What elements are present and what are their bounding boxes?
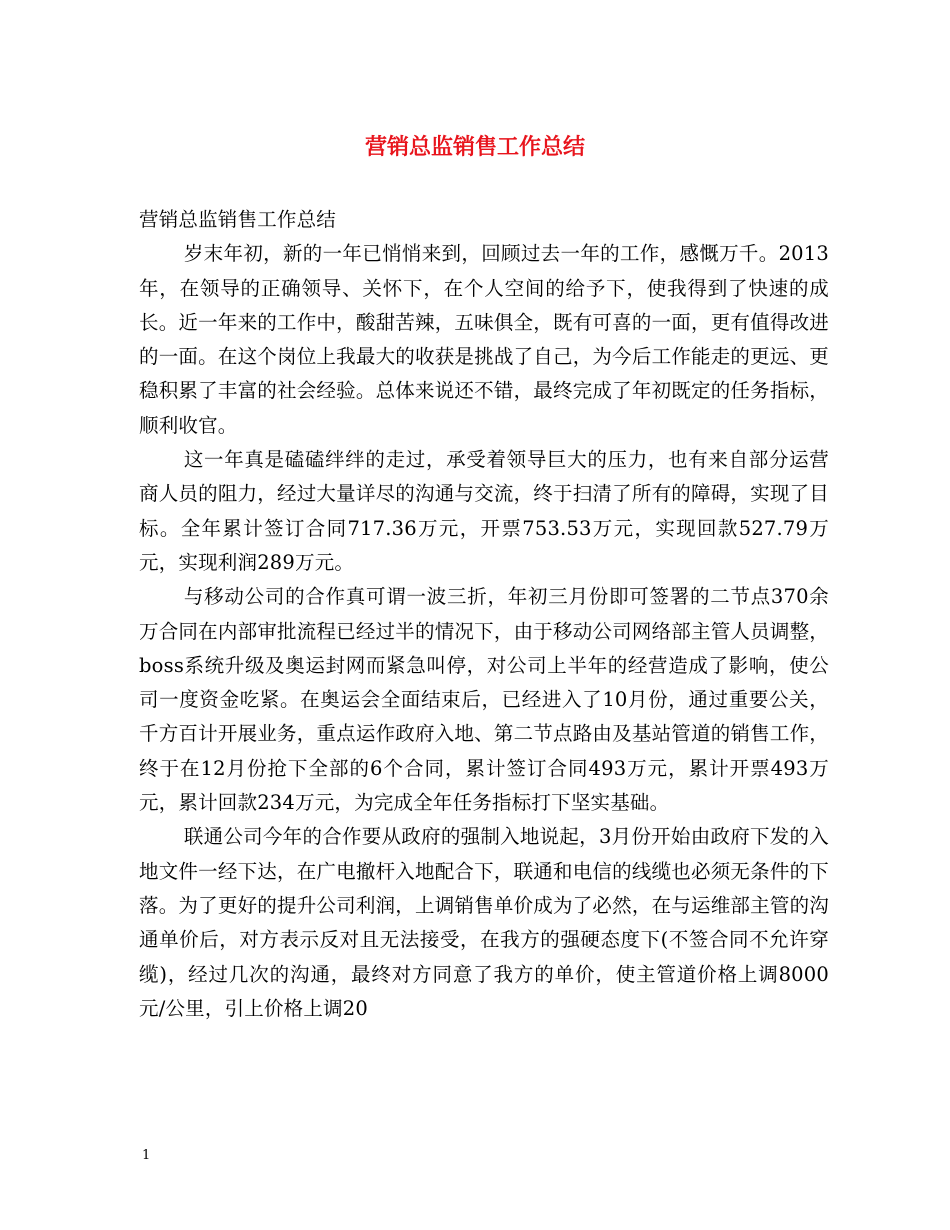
document-title: 营销总监销售工作总结 [364,134,585,160]
paragraph-2: 这一年真是磕磕绊绊的走过，承受着领导巨大的压力，也有来自部分运营商人员的阻力，经过大量详尽的沟通与交流，终于扫清了所有的障碍，实现了目标。全年累计签订合同717.36万元，开票753.53万元，实现回款527.79万元，实现利润289万元。 [139,448,829,574]
paragraph-1: 岁末年初，新的一年已悄悄来到，回顾过去一年的工作，感慨万千。2013年，在领导的正确领导、关怀下，在个人空间的给予下，使我得到了快速的成长。近一年来的工作中，酸甜苦辣，五味俱全，既有可喜的一面，更有值得改进的一面。在这个岗位上我最大的收获是挑战了自己，为今后工作能走的更远、更稳积累了丰富的社会经验。总体来说还不错，最终完成了年初既定的任务指标，顺利收官。 [139,242,829,437]
document-subtitle: 营销总监销售工作总结 [139,208,337,231]
paragraph-4: 联通公司今年的合作要从政府的强制入地说起，3月份开始由政府下发的入地文件一经下达，在广电撤杆入地配合下，联通和电信的线缆也必须无条件的下落。为了更好的提升公司利润，上调销售单价成为了必然，在与运维部主管的沟通单价后，对方表示反对且无法接受，在我方的强硬态度下(不签合同不允许穿缆)，经过几次的沟通，最终对方同意了我方的单价，使主管道价格上调8000元/公里，引上价格上调20 [139,825,829,1020]
document-body [139,203,829,1026]
page-number: 1 [142,1148,151,1163]
paragraph-3: 与移动公司的合作真可谓一波三折，年初三月份即可签署的二节点370余万合同在内部审批流程已经过半的情况下，由于移动公司网络部主管人员调整，boss系统升级及奥运封网而紧急叫停，对公司上半年的经营造成了影响，使公司一度资金吃紧。在奥运会全面结束后，已经进入了10月份，通过重要公关，千方百计开展业务，重点运作政府入地、第二节点路由及基站管道的销售工作，终于在12月份抢下全部的6个合同，累计签订合同493万元，累计开票493万元，累计回款234万元，为完成全年任务指标打下坚实基础。 [139,585,829,815]
